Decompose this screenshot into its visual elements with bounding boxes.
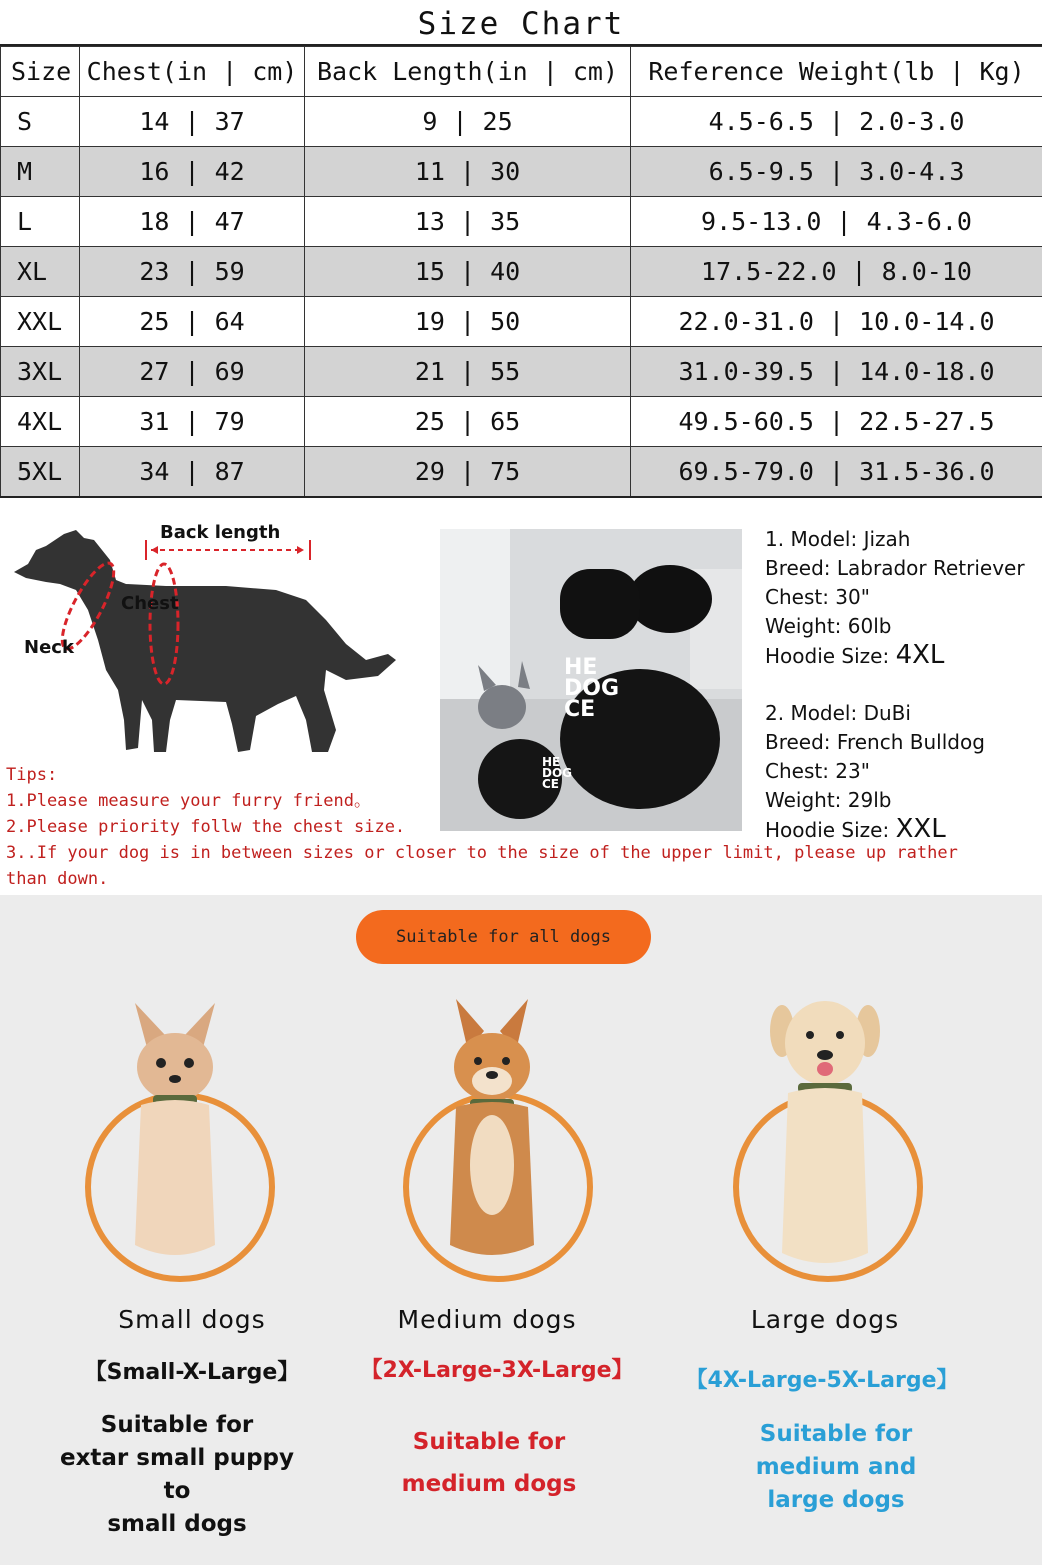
table-row: [1, 397, 1042, 447]
model-2-chest: Chest: 23": [765, 759, 870, 783]
cell-weight: 22.0-31.0 | 10.0-14.0: [631, 297, 1042, 347]
tip-1: 1.Please measure your furry friend。: [6, 791, 371, 811]
tip-3: 3..If your dog is in between sizes or closer to the size of the upper limit, please up rather than down.: [6, 843, 958, 889]
small-dogs-description: Suitable for extar small puppy to small dogs: [59, 1412, 294, 1537]
cell-chest: 25 | 64: [80, 297, 305, 347]
small-dog-icon: [115, 995, 235, 1275]
chart-title: Size Chart: [0, 0, 1042, 46]
cell-size: XL: [1, 247, 80, 297]
cell-weight: 9.5-13.0 | 4.3-6.0: [631, 197, 1042, 247]
table-row: [1, 197, 1042, 247]
header-weight: Reference Weight(lb | Kg): [631, 47, 1042, 97]
model-2-hoodie-size: Hoodie Size: XXL: [765, 814, 946, 844]
cell-back-length: 9 | 25: [305, 97, 631, 147]
model-1-breed: Breed: Labrador Retriever: [765, 556, 1025, 580]
cell-size: 4XL: [1, 397, 80, 447]
model-1-weight: Weight: 60lb: [765, 614, 892, 638]
cell-back-length: 25 | 65: [305, 397, 631, 447]
table-row: [1, 347, 1042, 397]
cell-weight: 6.5-9.5 | 3.0-4.3: [631, 147, 1042, 197]
cell-back-length: 21 | 55: [305, 347, 631, 397]
cell-chest: 23 | 59: [80, 247, 305, 297]
cell-back-length: 13 | 35: [305, 197, 631, 247]
model-2-breed: Breed: French Bulldog: [765, 730, 985, 754]
measurement-section: [0, 500, 1042, 895]
model-1-chest: Chest: 30": [765, 585, 870, 609]
cell-size: L: [1, 197, 80, 247]
table-row: [1, 97, 1042, 147]
header-back-length: Back Length(in | cm): [305, 47, 631, 97]
header-size: Size: [1, 47, 80, 97]
table-row: [1, 247, 1042, 297]
cell-chest: 27 | 69: [80, 347, 305, 397]
cell-back-length: 11 | 30: [305, 147, 631, 197]
cell-chest: 18 | 47: [80, 197, 305, 247]
hoodie-print-large: HE DOG CE: [564, 655, 620, 722]
back-length-label: Back length: [160, 522, 281, 543]
cell-weight: 69.5-79.0 | 31.5-36.0: [631, 447, 1042, 498]
cell-weight: 17.5-22.0 | 8.0-10: [631, 247, 1042, 297]
large-dog-icon: [760, 991, 890, 1281]
cell-back-length: 15 | 40: [305, 247, 631, 297]
medium-dogs-title: Medium dogs: [397, 1305, 577, 1334]
medium-dogs-range: 【2X-Large-3X-Large】: [360, 1358, 634, 1383]
cell-size: M: [1, 147, 80, 197]
cell-size: XXL: [1, 297, 80, 347]
model-1-name: 1. Model: Jizah: [765, 527, 911, 551]
large-dogs-range: 【4X-Large-5X-Large】: [685, 1368, 959, 1393]
cell-chest: 31 | 79: [80, 397, 305, 447]
size-table: [0, 46, 1042, 498]
model-1-hoodie-size: Hoodie Size: 4XL: [765, 640, 945, 670]
cell-chest: 34 | 87: [80, 447, 305, 498]
cell-size: 5XL: [1, 447, 80, 498]
dog-categories: [0, 895, 1042, 1565]
header-chest: Chest(in | cm): [80, 47, 305, 97]
table-row: [1, 147, 1042, 197]
model-2-name: 2. Model: DuBi: [765, 701, 911, 725]
cell-size: S: [1, 97, 80, 147]
size-chart: [0, 0, 1042, 498]
neck-label: Neck: [24, 637, 74, 658]
tip-2: 2.Please priority follw the chest size.: [6, 817, 406, 837]
small-dogs-title: Small dogs: [118, 1305, 266, 1334]
suitable-badge: Suitable for all dogs: [356, 910, 651, 964]
cell-weight: 49.5-60.5 | 22.5-27.5: [631, 397, 1042, 447]
model-2-weight: Weight: 29lb: [765, 788, 892, 812]
small-dogs-range: 【Small-X-Large】: [84, 1360, 300, 1385]
cell-chest: 16 | 42: [80, 147, 305, 197]
medium-dogs-description: Suitable for medium dogs: [401, 1429, 577, 1497]
tips-heading: Tips:: [6, 765, 58, 785]
large-dogs-title: Large dogs: [750, 1305, 900, 1334]
cell-size: 3XL: [1, 347, 80, 397]
table-row: [1, 297, 1042, 347]
cell-chest: 14 | 37: [80, 97, 305, 147]
table-header-row: [1, 47, 1042, 97]
tips: [6, 762, 1036, 892]
cell-back-length: 19 | 50: [305, 297, 631, 347]
cell-weight: 4.5-6.5 | 2.0-3.0: [631, 97, 1042, 147]
hoodie-print-small: HE DOG CE: [542, 755, 573, 791]
medium-dog-icon: [432, 995, 552, 1275]
chest-label: Chest: [121, 593, 179, 614]
cell-back-length: 29 | 75: [305, 447, 631, 498]
large-dogs-description: Suitable for medium and large dogs: [755, 1421, 917, 1513]
table-row: [1, 447, 1042, 498]
cell-weight: 31.0-39.5 | 14.0-18.0: [631, 347, 1042, 397]
